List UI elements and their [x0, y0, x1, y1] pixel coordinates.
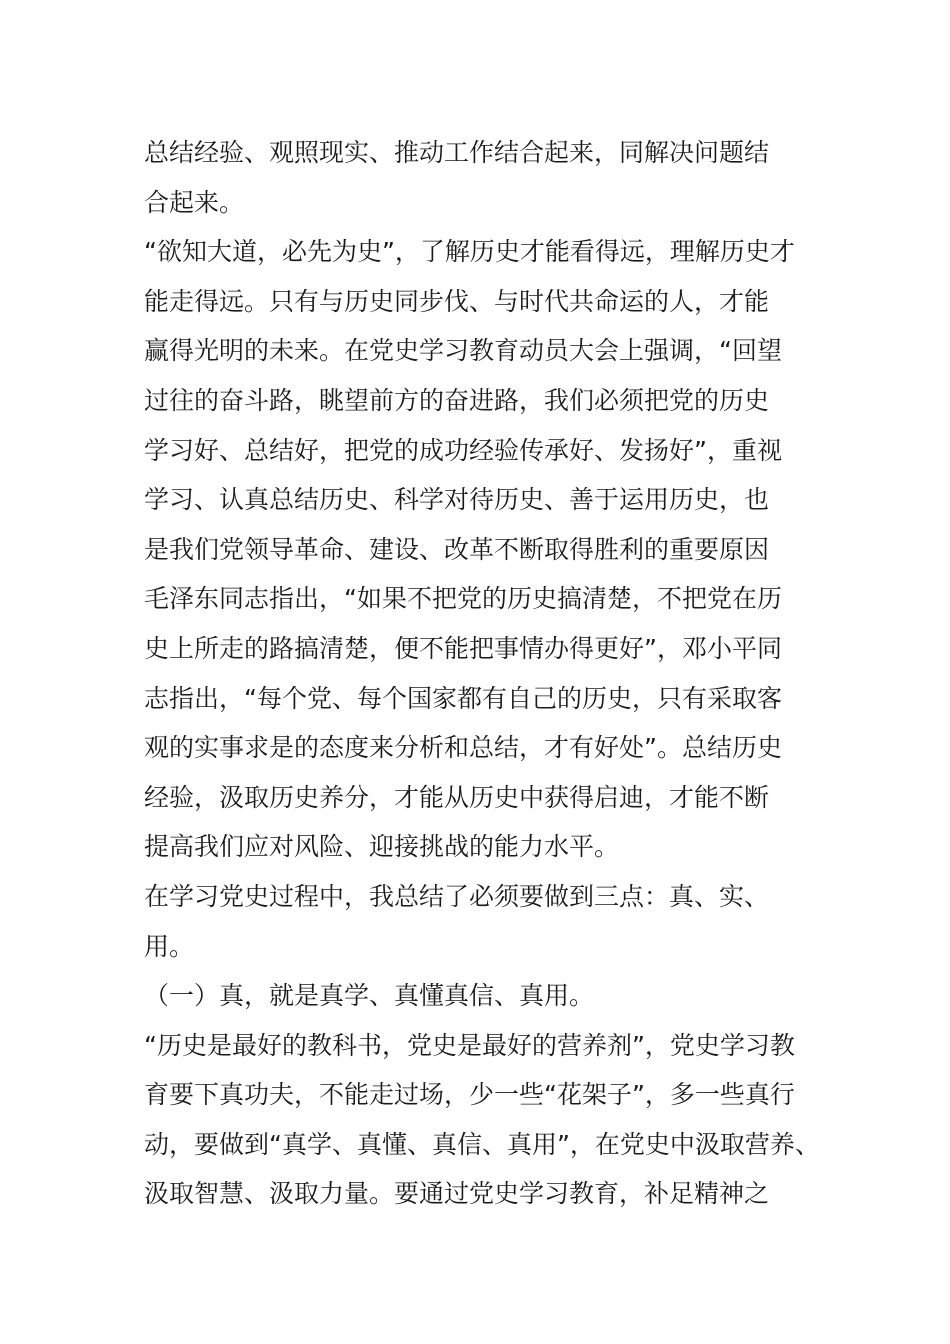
text-line-17: 用。: [144, 931, 195, 961]
text-line-11: 史上所走的路搞清楚，便不能把事情办得更好”，邓小平同: [144, 633, 782, 663]
section-heading: （一）真，就是真学、真懂真信、真用。: [144, 981, 595, 1011]
text-line-10: 毛泽东同志指出，“如果不把党的历史搞清楚，不把党在历: [144, 584, 782, 614]
text-line-16: 在学习党史过程中，我总结了必须要做到三点：真、实、: [144, 881, 770, 911]
body-text: [144, 128, 820, 1219]
text-line-5: 赢得光明的未来。在党史学习教育动员大会上强调，“回望: [144, 336, 782, 366]
text-line-14: 经验，汲取历史养分，才能从历史中获得启迪，才能不断: [144, 782, 770, 812]
text-line-1: 总结经验、观照现实、推动工作结合起来，同解决问题结: [144, 138, 770, 167]
text-line-6: 过往的奋斗路，眺望前方的奋进路，我们必须把党的历史: [144, 385, 770, 415]
text-line-15: 提高我们应对风险、迎接挑战的能力水平。: [144, 832, 620, 862]
text-line-7: 学习好、总结好，把党的成功经验传承好、发扬好”，重视: [144, 435, 782, 465]
text-line-8: 学习、认真总结历史、科学对待历史、善于运用历史，也: [144, 485, 770, 515]
text-line-13: 观的实事求是的态度来分析和总结，才有好处”。总结历史: [144, 733, 782, 763]
text-line-4: 能走得远。只有与历史同步伐、与时代共命运的人，才能: [144, 286, 770, 316]
text-line-20: 育要下真功夫，不能走过场，少一些“花架子”，多一些真行: [144, 1080, 795, 1110]
text-line-19: “历史是最好的教科书，党史是最好的营养剂”，党史学习教: [144, 1030, 795, 1060]
text-line-9: 是我们党领导革命、建设、改革不断取得胜利的重要原因: [144, 534, 770, 564]
text-line-2: 合起来。: [144, 187, 245, 217]
text-line-21: 动，要做到“真学、真懂、真信、真用”，在党史中汲取营养、: [144, 1129, 820, 1159]
text-line-12: 志指出，“每个党、每个国家都有自己的历史，只有采取客: [144, 683, 782, 713]
text-line-22: 汲取智慧、汲取力量。要通过党史学习教育，补足精神之: [144, 1179, 770, 1209]
text-line-3: “欲知大道，必先为史”，了解历史才能看得远，理解历史才: [144, 237, 795, 267]
